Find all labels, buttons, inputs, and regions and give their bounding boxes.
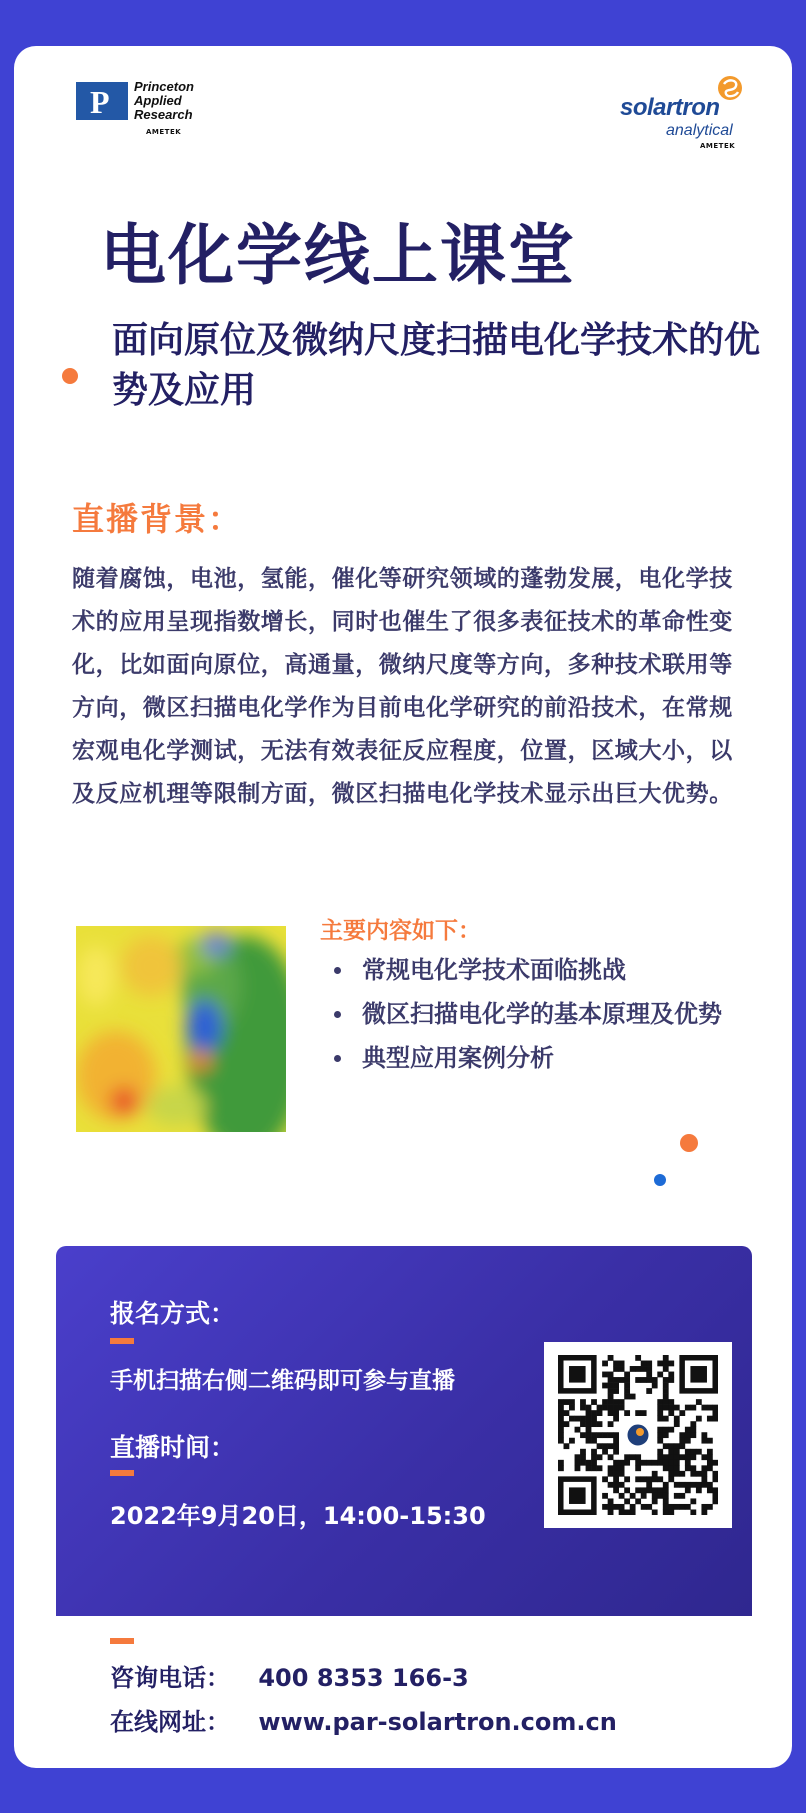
list-item: 常规电化学技术面临挑战 <box>320 948 740 992</box>
par-logo-text: Princeton Applied Research <box>134 79 194 122</box>
solartron-ametek-text: AMETEK <box>700 142 736 150</box>
registration-method-heading: 报名方式： <box>110 1299 236 1328</box>
qr-code[interactable] <box>544 1342 732 1528</box>
content-list <box>320 948 740 1080</box>
decorative-bar <box>110 1638 134 1644</box>
page-title: 电化学线上课堂 <box>100 217 576 294</box>
contact-web-row <box>110 1702 617 1737</box>
background-heading: 直播背景： <box>72 500 243 538</box>
princeton-applied-research-logo <box>76 79 236 142</box>
content-heading: 主要内容如下： <box>320 918 481 944</box>
contact-phone-label: 咨询电话： <box>110 1664 230 1692</box>
par-logo-mark: P <box>76 82 128 120</box>
live-time-heading: 直播时间： <box>110 1433 236 1462</box>
solartron-analytical-logo <box>620 74 750 150</box>
list-item: 典型应用案例分析 <box>320 1036 740 1080</box>
decorative-bar <box>110 1470 134 1476</box>
contact-phone-row <box>110 1658 469 1693</box>
list-item: 微区扫描电化学的基本原理及优势 <box>320 992 740 1036</box>
solartron-swirl-icon <box>716 74 744 102</box>
background-paragraph: 随着腐蚀，电池，氢能，催化等研究领域的蓬勃发展，电化学技术的应用呈现指数增长，同时也催生了很多表征技术的革命性变化，比如面向原位，高通量，微纳尺度等方向，多种技术联用等方向，微区扫描电化学作为目前电化学研究的前沿技术，在常规宏观电化学测试，无法有效表征反应程度，位置，区域大小，以及反应机理等限制方面，微区扫描电化学技术显示出巨大优势。 <box>72 566 733 807</box>
solartron-name: solartron <box>620 94 720 121</box>
registration-method-text: 手机扫描右侧二维码即可参与直播 <box>110 1368 455 1394</box>
par-ametek-text: AMETEK <box>146 128 182 136</box>
page-subtitle: 面向原位及微纳尺度扫描电化学技术的优势及应用 <box>112 320 761 411</box>
contact-web-label: 在线网址： <box>110 1708 230 1736</box>
live-time-text: 2022年9月20日，14:00-15:30 <box>110 1502 486 1530</box>
decorative-dot <box>62 368 78 384</box>
contact-phone-value[interactable]: 400 8353 166-3 <box>258 1664 469 1692</box>
poster-card <box>14 46 792 1768</box>
scan-heatmap-image <box>76 926 286 1132</box>
decorative-dot <box>654 1174 666 1186</box>
contact-web-link[interactable]: www.par-solartron.com.cn <box>258 1708 617 1736</box>
decorative-bar <box>110 1338 134 1344</box>
decorative-dot <box>680 1134 698 1152</box>
solartron-sub: analytical <box>666 122 733 139</box>
registration-panel <box>56 1246 752 1616</box>
qr-code-pattern <box>558 1355 718 1515</box>
